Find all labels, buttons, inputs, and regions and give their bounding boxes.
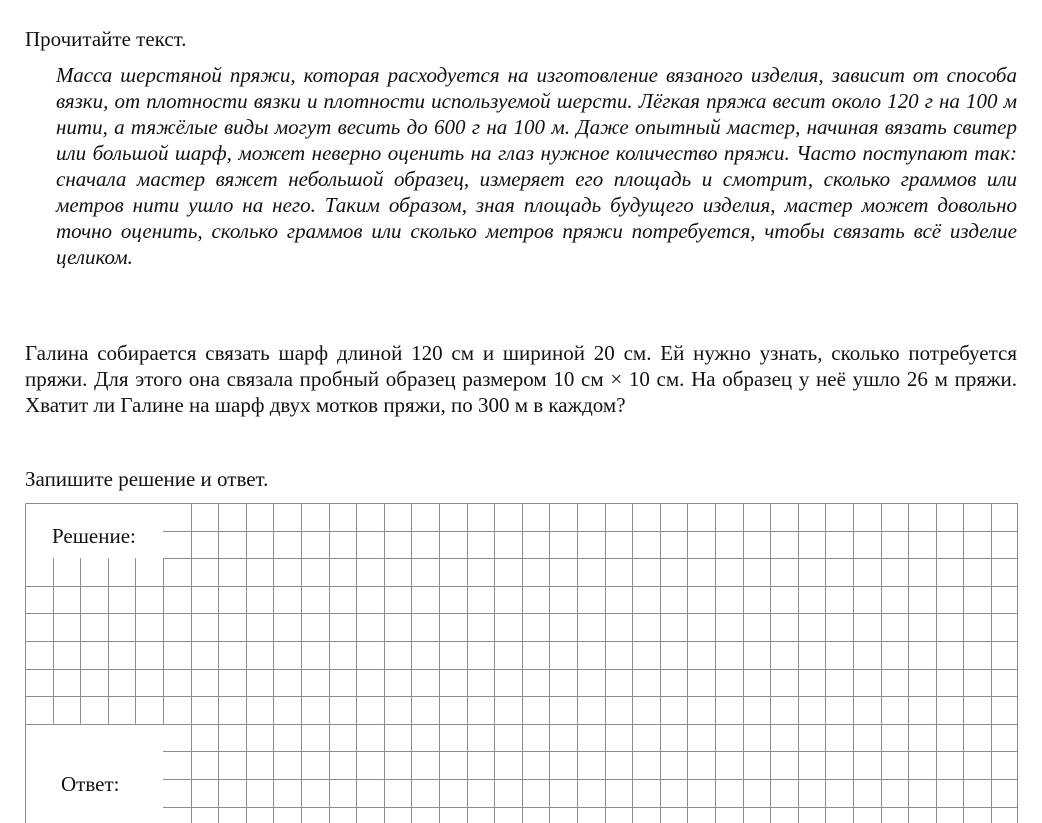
task-instruction: Прочитайте текст.: [25, 27, 187, 51]
solution-label: Решение:: [52, 524, 136, 548]
write-instruction: Запишите решение и ответ.: [25, 467, 269, 491]
task-question: Галина собирается связать шарф длиной 120 см и шириной 20 см. Ей нужно узнать, сколько потребуется пряжи. Для этого она связала пробный образец размером 10 см × 10 см. На образец у неё ушло 26 м пряжи. Хватит ли Галине на шарф двух мотков пряжи, по 300 м в каждом?: [25, 341, 1017, 417]
reading-passage: Масса шерстяной пряжи, которая расходуется на изготовление вязаного изделия, зависит от способа вязки, от плотности вязки и плотности используемой шерсти. Лёгкая пряжа весит около 120 г на 100 м нити, а тяжёлые виды могут весить до 600 г на 100 м. Даже опытный мастер, начиная вязать свитер или большой шарф, может неверно оценить на глаз нужное количество пряжи. Часто поступают так: сначала мастер вяжет небольшой образец, измеряет его площадь и смотрит, сколько граммов или метров нити ушло на него. Таким образом, зная площадь будущего изделия, мастер может довольно точно оценить, сколько граммов или сколько метров пряжи потребуется, чтобы связать всё изделие целиком.: [56, 63, 1017, 269]
grid-lines: [25, 503, 1019, 823]
answer-label: Ответ:: [61, 772, 120, 796]
answer-grid[interactable]: [25, 503, 1019, 823]
